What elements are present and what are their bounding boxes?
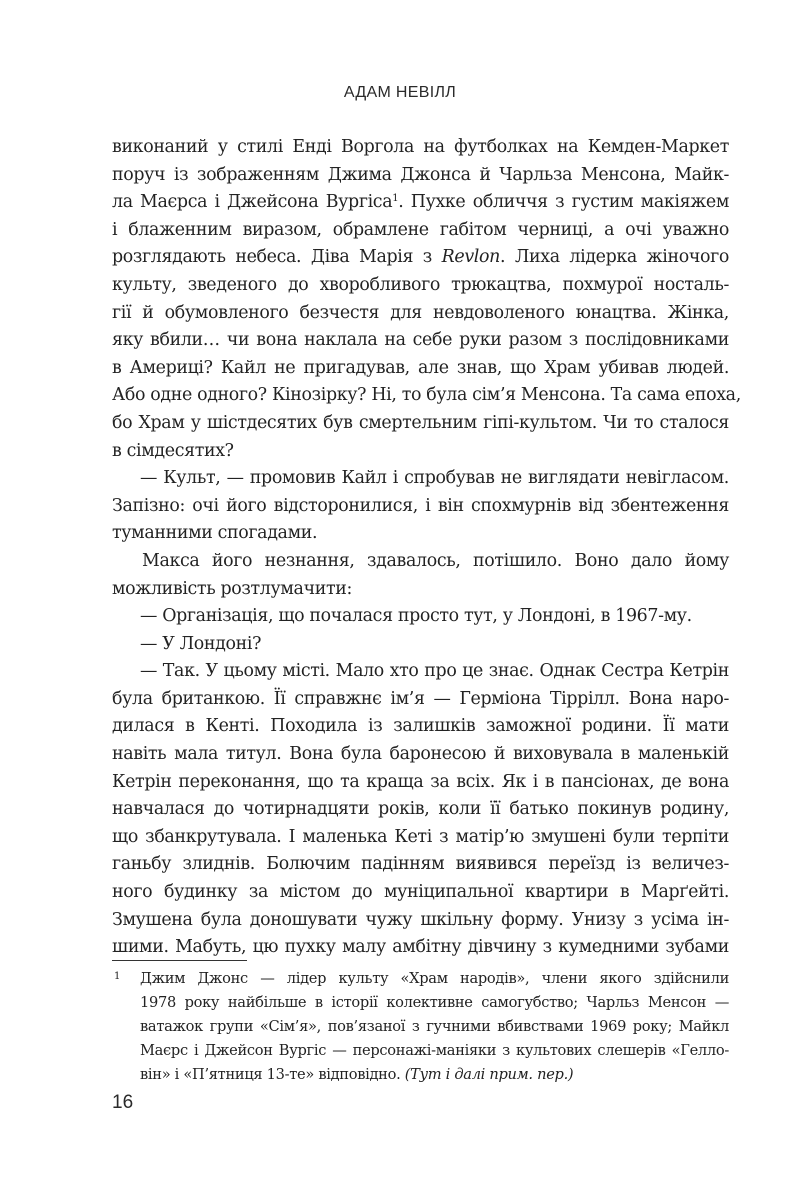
body-line: Запізно: очі його відсторонилися, і він спохмурнів від збентеження [112, 495, 729, 516]
body-line: Або одне одного? Кінозірку? Ні, то була сім’я Менсона. Та сама епоха, [112, 385, 741, 406]
footnote-line [140, 1063, 729, 1087]
body-line: культу, зведеного до хворобливого трюкацтва, похмурої носталь- [112, 274, 729, 295]
body-line: навіть мала титул. Вона була баронесою й виховувала в маленькій [112, 744, 729, 765]
body-line: гії й обумовленого безчестя для невдоволеного юнацтва. Жінка, [112, 302, 729, 323]
body-line: поруч із зображенням Джима Джонса й Чарльза Менсона, Майк- [112, 164, 729, 185]
body-line: — У Лондоні? [140, 633, 262, 654]
body-line: можливість розтлумачити: [112, 578, 352, 599]
body-line [112, 189, 729, 217]
translator-note: (Тут і далі прим. пер.) [404, 1066, 574, 1083]
footnote-line: Маєрс і Джейсон Вургіс — персонажі-маніяки з культових слешерів «Гелло- [140, 1042, 729, 1059]
body-line: ного будинку за містом до муніципальної квартири в Марґейті. [112, 882, 729, 903]
footnote-reference[interactable]: 1 [392, 193, 399, 205]
body-line: дилася в Кенті. Походила із залишків заможної родини. Її мати [112, 716, 729, 737]
footnote-line: Джим Джонс — лідер культу «Храм народів», члени якого здійснили [140, 970, 729, 987]
body-line: Кетрін переконання, що та краща за всіх. Як і в пансіонах, де вона [112, 771, 729, 792]
footnote-line: ватажок групи «Сім’я», пов’язаної з гучними вбивствами 1969 року; Майкл [140, 1018, 729, 1035]
footnote [112, 967, 729, 1087]
body-line: виконаний у стилі Енді Воргола на футболках на Кемден-Маркет [112, 137, 729, 157]
body-line: яку вбили… чи вона наклала на себе руки разом з послідовниками [112, 330, 729, 351]
body-line: Макса його незнання, здавалось, потішило. Воно дало йому [142, 550, 729, 571]
footnote-divider [112, 960, 247, 961]
footnotes [112, 967, 729, 1087]
page-number: 16 [112, 1092, 134, 1113]
body-line: ганьбу злиднів. Болючим падінням виявився переїзд із величез- [112, 854, 729, 875]
body-line-part: . Лиха лідерка жіночого [499, 247, 730, 268]
body-line: туманними спогадами. [112, 523, 318, 544]
body-line: і блаженним виразом, обрамлене габітом черниці, а очі уважно [112, 219, 729, 240]
body-line: бо Храм у шістдесятих був смертельним гіпі-культом. Чи то сталося [112, 412, 729, 433]
body-line: — Культ, — промовив Кайл і спробував не виглядати невігласом. [140, 468, 729, 489]
body-line-part: ла Маєрса і Джейсона Вургіса [112, 192, 393, 213]
body-line: навчалася до чотирнадцяти років, коли її батько покинув родину, [112, 799, 729, 820]
running-header: АДАМ НЕВІЛЛ [343, 84, 457, 101]
body-line: Змушена була доношувати чужу шкільну форму. Унизу з усіма ін- [112, 909, 729, 930]
body-line: що збанкрутувала. І маленька Кеті з матір’ю змушені були терпіти [112, 826, 729, 847]
body-line-part: . Пухке обличчя з густим макіяжем [398, 192, 730, 213]
footnote-number: 1 [114, 971, 121, 982]
footnote-line: 1978 року найбільше в історії колективне самогубство; Чарльз Менсон — [140, 994, 729, 1011]
body-text [112, 134, 741, 962]
footnote-line-part: він» і «П’ятниця 13-те» відповідно. [140, 1066, 405, 1083]
body-line: в Америці? Кайл не пригадував, але знав, що Храм убивав людей. [112, 357, 729, 378]
italic-brand-name: Revlon [441, 247, 500, 268]
footnote-body [140, 967, 729, 1087]
body-line: — Так. У цьому місті. Мало хто про це знає. Однак Сестра Кетрін [140, 661, 729, 682]
body-line: шими. Мабуть, цю пухку малу амбітну дівчину з кумедними зубами [112, 937, 729, 958]
body-line [112, 244, 729, 272]
body-line: — Організація, що почалася просто тут, у Лондоні, в 1967-му. [140, 606, 692, 627]
body-line-part: розглядають небеса. Діва Марія з [112, 247, 442, 268]
body-line: була британкою. Її справжнє ім’я — Герміона Тіррілл. Вона наро- [112, 688, 729, 709]
body-line: в сімдесятих? [112, 440, 234, 461]
